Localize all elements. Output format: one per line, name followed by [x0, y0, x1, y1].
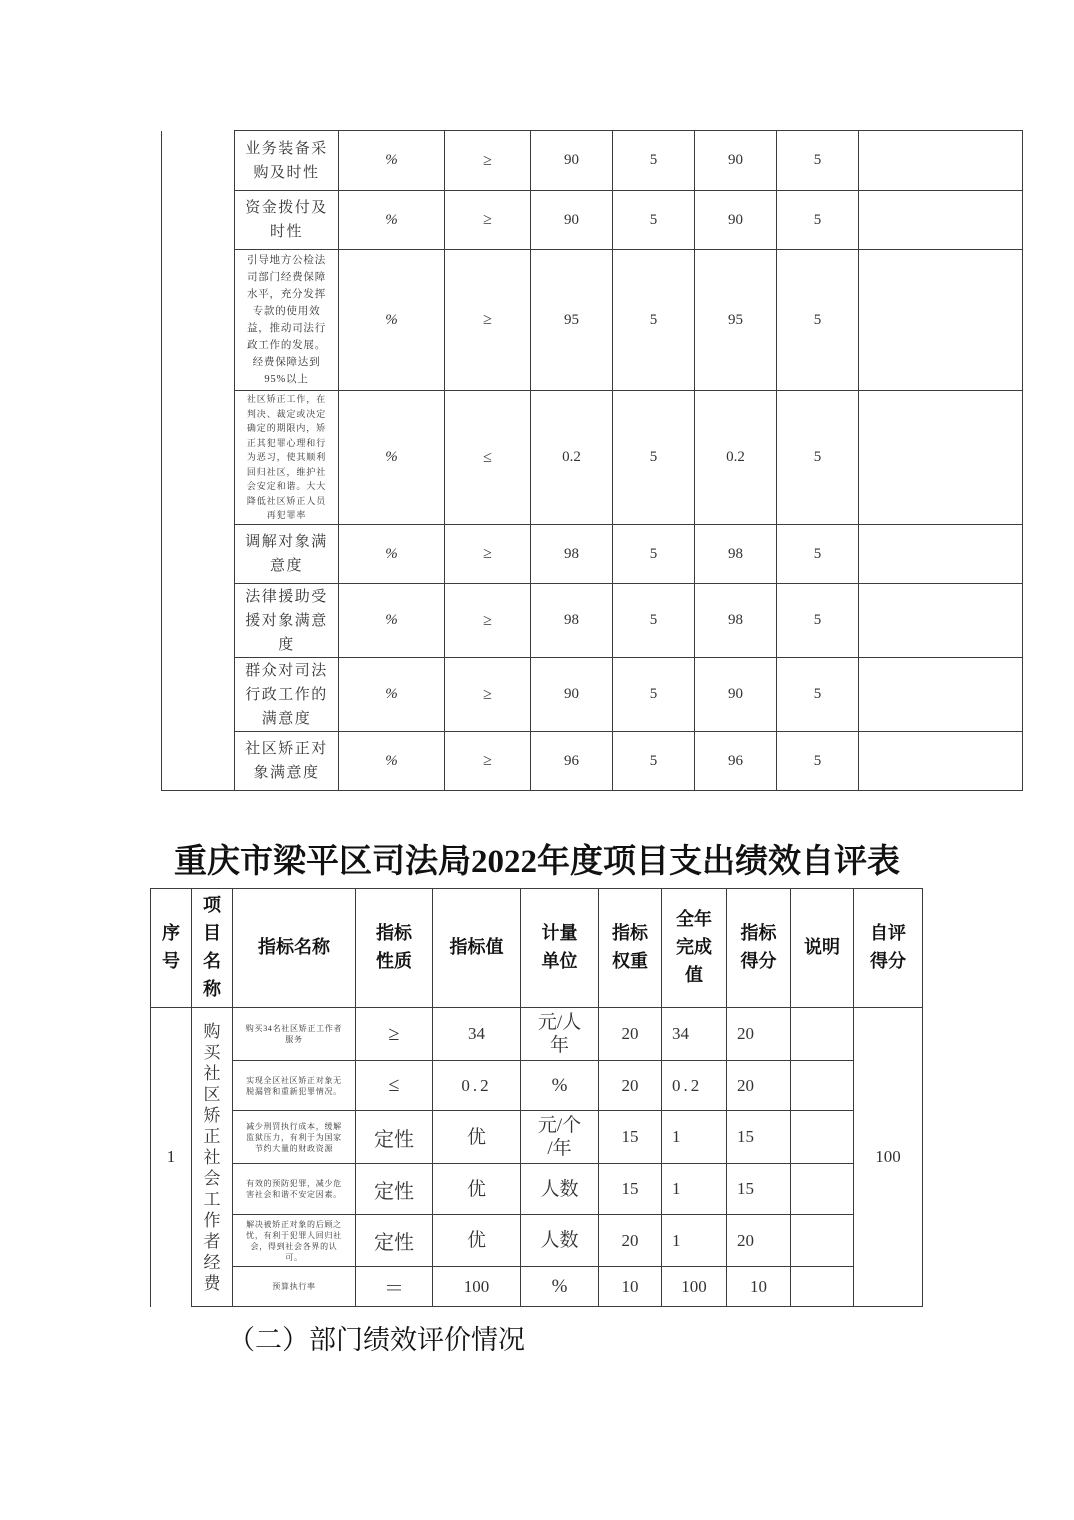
table-row: [151, 1164, 923, 1215]
indicator-name-cell: [235, 131, 339, 191]
indicator-name: 实现全区社区矫正对象无脱漏管和重新犯罪情况。: [246, 1075, 342, 1096]
weight-cell: 5: [613, 131, 695, 191]
indicator-name: 减少刑罚执行成本，缓解监狱压力，有利于为国家节约大量的财政资源: [246, 1121, 342, 1153]
indicator-name-cell: [233, 1215, 356, 1267]
actual-value-cell: 1: [662, 1215, 727, 1267]
unit-cell: %: [339, 131, 445, 191]
score-cell: 20: [727, 1061, 791, 1111]
actual-value-cell: 90: [695, 191, 777, 250]
indicator-name-cell: [233, 1111, 356, 1164]
indicator-name-cell: [233, 1061, 356, 1111]
header-cell: [599, 889, 662, 1008]
operator-cell: ≥: [445, 658, 531, 732]
indicator-name: 引导地方公检法司部门经费保障水平，充分发挥专款的使用效益，推动司法行政工作的发展。经费保障达到95%以上: [246, 255, 327, 385]
indicator-name-cell: [235, 732, 339, 791]
indicator-name: 法律援助受援对象满意度: [245, 588, 328, 653]
table-row: [162, 391, 1023, 525]
table-row: [162, 191, 1023, 250]
note-cell: [791, 1061, 854, 1111]
operator-cell: ≤: [445, 391, 531, 525]
indicator-name-cell: [235, 525, 339, 584]
score-cell: 5: [777, 250, 859, 391]
weight-cell: 5: [613, 525, 695, 584]
indicator-name: 资金拨付及时性: [245, 200, 328, 240]
table-row: [151, 1111, 923, 1164]
header-cell: [662, 889, 727, 1008]
indicator-name-cell: [233, 1267, 356, 1307]
weight-cell: 5: [613, 391, 695, 525]
indicator-name: 社区矫正对象满意度: [245, 741, 328, 781]
header-actual: 全年完成值: [676, 909, 712, 986]
header-cell: [356, 889, 433, 1008]
note-cell: [859, 391, 1023, 525]
unit-cell: %: [339, 732, 445, 791]
table-row: [162, 584, 1023, 658]
table-row: [162, 525, 1023, 584]
note-cell: [859, 584, 1023, 658]
indicator-name-cell: [233, 1008, 356, 1061]
header-note: 说明: [804, 937, 840, 958]
table-row: [151, 1061, 923, 1111]
note-cell: [791, 1164, 854, 1215]
nature-cell: 定性: [356, 1215, 433, 1267]
actual-value-cell: 98: [695, 525, 777, 584]
indicator-name-cell: [235, 658, 339, 732]
unit-cell: %: [339, 525, 445, 584]
header-cell: [233, 889, 356, 1008]
header-score: 指标得分: [740, 923, 777, 972]
note-cell: [859, 250, 1023, 391]
value-cell: 优: [433, 1215, 521, 1267]
table-row: [151, 1215, 923, 1267]
value-cell: 34: [433, 1008, 521, 1061]
weight-cell: 15: [599, 1164, 662, 1215]
indicator-name: 预算执行率: [272, 1282, 316, 1291]
score-cell: 20: [727, 1215, 791, 1267]
value-cell: 优: [433, 1111, 521, 1164]
header-cell: [521, 889, 599, 1008]
value-cell: 优: [433, 1164, 521, 1215]
indicator-table-continued: [161, 130, 1023, 791]
operator-cell: ≥: [445, 732, 531, 791]
header-cell: [151, 889, 192, 1008]
actual-value-cell: 100: [662, 1267, 727, 1307]
header-row: [151, 889, 923, 1008]
weight-cell: 10: [599, 1267, 662, 1307]
indicator-name: 购买34名社区矫正工作者服务: [245, 1024, 343, 1044]
unit-cell: %: [339, 584, 445, 658]
operator-cell: ≥: [445, 525, 531, 584]
score-cell: 15: [727, 1111, 791, 1164]
project-name: 购买社区矫正社会工作者经费: [203, 1021, 221, 1293]
weight-cell: 5: [613, 658, 695, 732]
operator-cell: ≥: [445, 250, 531, 391]
unit-cell: %: [339, 250, 445, 391]
score-cell: 5: [777, 391, 859, 525]
weight-cell: 5: [613, 250, 695, 391]
target-value-cell: 98: [531, 584, 613, 658]
unit-cell: %: [521, 1267, 599, 1307]
note-cell: [791, 1008, 854, 1061]
score-cell: 10: [727, 1267, 791, 1307]
category-cell: [162, 131, 235, 791]
header-seq: 序号: [162, 923, 180, 972]
note-cell: [859, 732, 1023, 791]
indicator-name-cell: [235, 584, 339, 658]
note-cell: [859, 191, 1023, 250]
unit-cell: 人数: [521, 1164, 599, 1215]
actual-value-cell: 98: [695, 584, 777, 658]
value-cell: 100: [433, 1267, 521, 1307]
table-row: [151, 1267, 923, 1307]
value-cell: 0.2: [433, 1061, 521, 1111]
target-value-cell: 0.2: [531, 391, 613, 525]
section-heading: （二）部门绩效评价情况: [228, 1325, 525, 1355]
score-cell: 5: [777, 131, 859, 191]
target-value-cell: 98: [531, 525, 613, 584]
indicator-name: 社区矫正工作，在判决、裁定或决定确定的期限内，矫正其犯罪心理和行为恶习，使其顺利回归社区，维护社会安定和谐。大大降低社区矫正人员再犯罪率: [246, 394, 327, 521]
weight-cell: 5: [613, 584, 695, 658]
table-row: [162, 732, 1023, 791]
score-cell: 20: [727, 1008, 791, 1061]
operator-cell: ≥: [445, 191, 531, 250]
weight-cell: 15: [599, 1111, 662, 1164]
header-cell: [192, 889, 233, 1008]
header-weight: 指标权重: [612, 923, 648, 972]
seq-cell: 1: [151, 1008, 192, 1307]
table-row: [162, 131, 1023, 191]
header-nature: 指标性质: [376, 923, 412, 972]
target-value-cell: 90: [531, 658, 613, 732]
indicator-name: 业务装备采购及时性: [245, 140, 328, 181]
weight-cell: 20: [599, 1061, 662, 1111]
score-cell: 5: [777, 191, 859, 250]
weight-cell: 20: [599, 1008, 662, 1061]
nature-cell: ＝: [356, 1267, 433, 1307]
header-project: 项目名称: [203, 895, 221, 1000]
nature-cell: ≥: [356, 1008, 433, 1061]
note-cell: [791, 1111, 854, 1164]
score-cell: 5: [777, 732, 859, 791]
table-row: [162, 658, 1023, 732]
unit-cell: 元/个 /年: [521, 1111, 599, 1164]
indicator-name: 有效的预防犯罪，减少危害社会和谐不安定因素。: [246, 1179, 342, 1199]
note-cell: [859, 658, 1023, 732]
note-cell: [791, 1267, 854, 1307]
note-cell: [791, 1215, 854, 1267]
score-cell: 5: [777, 658, 859, 732]
indicator-name: 解决被矫正对象的后顾之忧，有利于犯罪人回归社会，得到社会各界的认可。: [246, 1219, 342, 1262]
weight-cell: 5: [613, 732, 695, 791]
table-row: [162, 250, 1023, 391]
indicator-name: 调解对象满意度: [245, 534, 328, 574]
target-value-cell: 90: [531, 191, 613, 250]
page-title: 重庆市梁平区司法局2022年度项目支出绩效自评表: [174, 844, 900, 880]
nature-cell: 定性: [356, 1111, 433, 1164]
note-cell: [859, 525, 1023, 584]
weight-cell: 20: [599, 1215, 662, 1267]
project-name-cell: [192, 1008, 233, 1307]
operator-cell: ≥: [445, 131, 531, 191]
actual-value-cell: 90: [695, 658, 777, 732]
indicator-name: 群众对司法行政工作的满意度: [245, 662, 328, 727]
header-cell: [791, 889, 854, 1008]
header-cell: [433, 889, 521, 1008]
unit-cell: %: [339, 391, 445, 525]
target-value-cell: 96: [531, 732, 613, 791]
nature-cell: 定性: [356, 1164, 433, 1215]
operator-cell: ≥: [445, 584, 531, 658]
actual-value-cell: 1: [662, 1111, 727, 1164]
unit-cell: 元/人 年: [521, 1008, 599, 1061]
header-cell: [727, 889, 791, 1008]
weight-cell: 5: [613, 191, 695, 250]
header-self-score: 自评得分: [870, 923, 906, 972]
target-value-cell: 90: [531, 131, 613, 191]
table-row: [151, 1008, 923, 1061]
unit-cell: 人数: [521, 1215, 599, 1267]
header-value: 指标值: [449, 937, 504, 958]
indicator-name-cell: [235, 250, 339, 391]
actual-value-cell: 34: [662, 1008, 727, 1061]
actual-value-cell: 95: [695, 250, 777, 391]
score-cell: 5: [777, 525, 859, 584]
self-evaluation-table: [150, 888, 923, 1307]
nature-cell: ≤: [356, 1061, 433, 1111]
actual-value-cell: 96: [695, 732, 777, 791]
header-cell: [854, 889, 923, 1008]
actual-value-cell: 1: [662, 1164, 727, 1215]
actual-value-cell: 0.2: [695, 391, 777, 525]
actual-value-cell: 0.2: [662, 1061, 727, 1111]
header-indicator: 指标名称: [258, 937, 330, 958]
target-value-cell: 95: [531, 250, 613, 391]
unit-cell: %: [521, 1061, 599, 1111]
actual-value-cell: 90: [695, 131, 777, 191]
self-score-cell: 100: [854, 1008, 923, 1307]
unit-cell: %: [339, 191, 445, 250]
header-unit: 计量单位: [541, 923, 578, 972]
indicator-name-cell: [233, 1164, 356, 1215]
indicator-name-cell: [235, 191, 339, 250]
indicator-name-cell: [235, 391, 339, 525]
unit-cell: %: [339, 658, 445, 732]
score-cell: 15: [727, 1164, 791, 1215]
note-cell: [859, 131, 1023, 191]
score-cell: 5: [777, 584, 859, 658]
